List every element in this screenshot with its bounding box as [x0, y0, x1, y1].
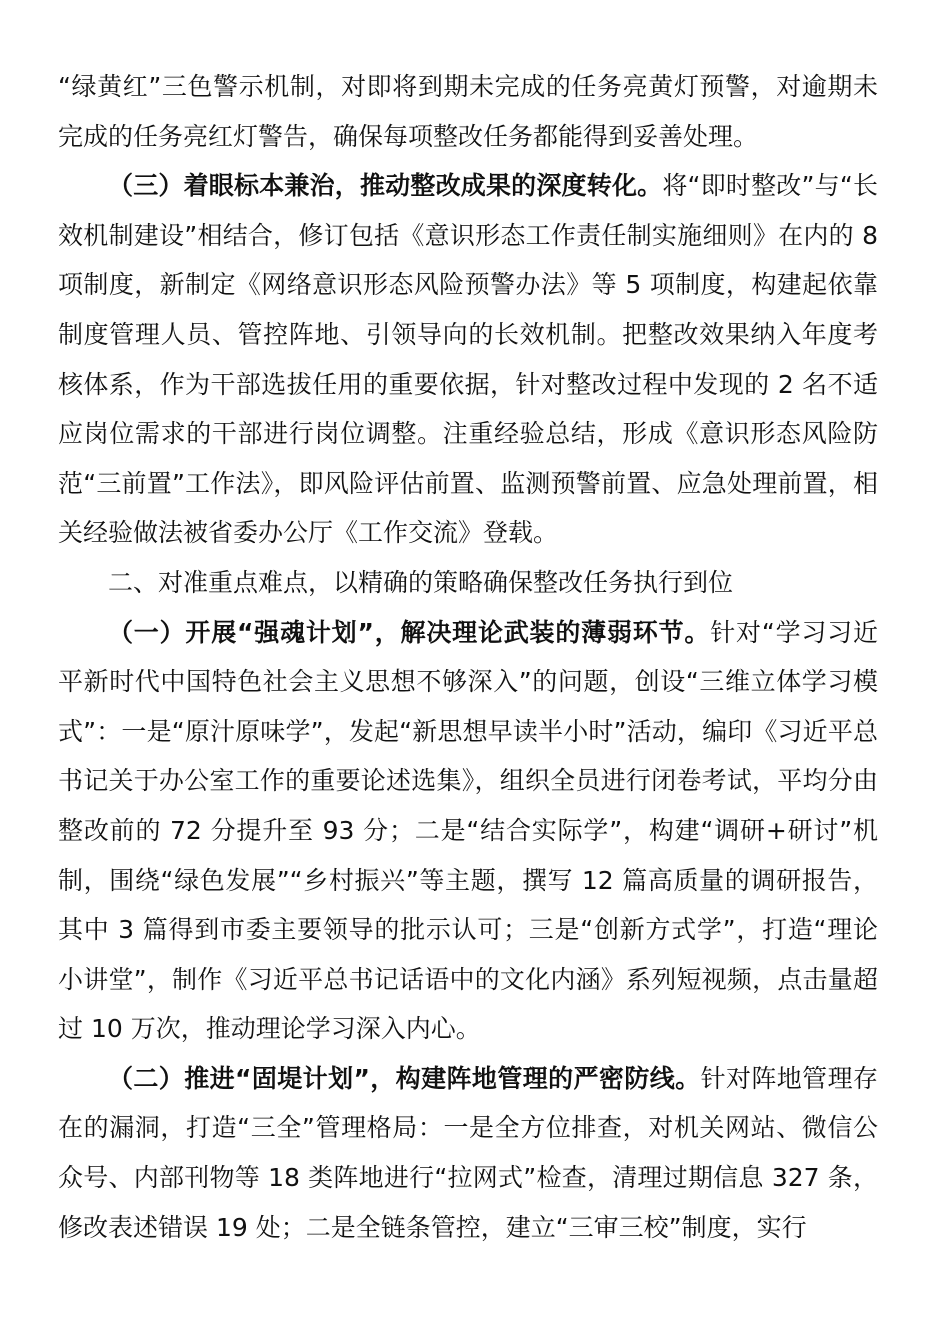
paragraph-subsection-2	[58, 1054, 878, 1252]
paragraph-body: 针对“学习习近平新时代中国特色社会主义思想不够深入”的问题，创设“三维立体学习模式”：一是“原汁原味学”，发起“新思想早读半小时”活动，编印《习近平总书记关于办公室工作的重要论述选集》，组织全员进行闭卷考试，平均分由整改前的 72 分提升至 93 分；二是“结合实际学”，构建“调研+研讨”机制，围绕“绿色发展”“乡村振兴”等主题，撰写 12 篇高质量的调研报告，其中 3 篇得到市委主要领导的批示认可；三是“创新方式学”，打造“理论小讲堂”，制作《习近平总书记话语中的文化内涵》系列短视频，点击量超过 10 万次，推动理论学习深入内心。	[58, 617, 878, 1044]
paragraph-body: 针对阵地管理存在的漏洞，打造“三全”管理格局：一是全方位排查，对机关网站、微信公众号、内部刊物等 18 类阵地进行“拉网式”检查，清理过期信息 327 条，修改表述错误 19 处；二是全链条管控，建立“三审三校”制度，实行	[58, 1063, 878, 1242]
paragraph-lead: （二）推进“固堤计划”，构建阵地管理的严密防线。	[108, 1063, 701, 1093]
heading-text: 二、对准重点难点，以精确的策略确保整改任务执行到位	[108, 567, 734, 597]
paragraph-subsection-1	[58, 608, 878, 1054]
paragraph-continuation	[58, 62, 878, 161]
paragraph-body: “绿黄红”三色警示机制，对即将到期未完成的任务亮黄灯预警，对逾期未完成的任务亮红灯警告，确保每项整改任务都能得到妥善处理。	[58, 72, 878, 151]
paragraph-lead: （三）着眼标本兼治，推动整改成果的深度转化。	[108, 171, 663, 201]
paragraph-body: 将“即时整改”与“长效机制建设”相结合，修订包括《意识形态工作责任制实施细则》在内的 8 项制度，新制定《网络意识形态风险预警办法》等 5 项制度，构建起依靠制度管理人员、管控阵地、引领导向的长效机制。把整改效果纳入年度考核体系，作为干部选拔任用的重要依据，针对整改过程中发现的 2 名不适应岗位需求的干部进行岗位调整。注重经验总结，形成《意识形态风险防范“三前置”工作法》，即风险评估前置、监测预警前置、应急处理前置，相关经验做法被省委办公厅《工作交流》登载。	[58, 171, 878, 548]
document-page	[58, 62, 878, 1252]
section-heading-2	[58, 558, 878, 608]
paragraph-lead: （一）开展“强魂计划”，解决理论武装的薄弱环节。	[108, 617, 711, 647]
paragraph-section-3	[58, 161, 878, 558]
